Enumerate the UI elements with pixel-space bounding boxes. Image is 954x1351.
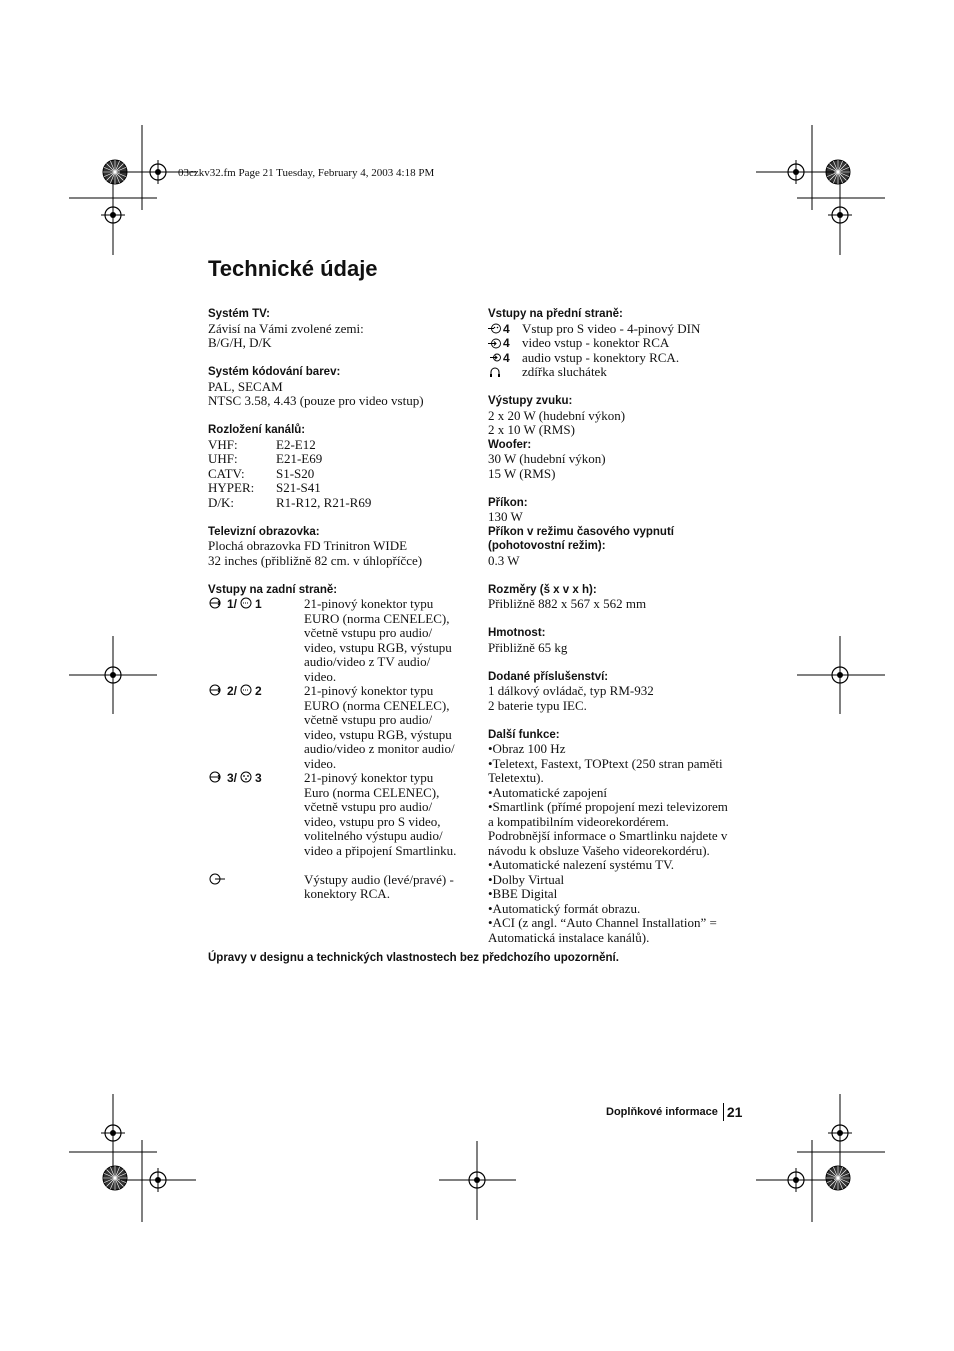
scart-input-icon bbox=[208, 597, 226, 609]
channel-range: R1-R12, R21-R69 bbox=[276, 494, 372, 510]
feature-line: a kompatibilním videorekordérem. bbox=[488, 813, 669, 829]
scart-input-icon bbox=[208, 771, 226, 783]
spec-line: PAL, SECAM bbox=[208, 378, 283, 394]
connector-number: 2/ bbox=[227, 684, 238, 698]
woofer-heading: Woofer: bbox=[488, 438, 532, 451]
dimensions-heading: Rozměry (š x v x h): bbox=[488, 583, 597, 596]
feature-line: •Automatický formát obrazu. bbox=[488, 900, 641, 916]
footer-section-title: Doplňkové informace bbox=[606, 1106, 718, 1118]
feature-line: Podrobnější informace o Smartlinku najdete v bbox=[488, 828, 728, 843]
scart-input-icon bbox=[208, 684, 226, 696]
tv-system-heading: Systém TV: bbox=[208, 308, 270, 320]
spec-line: 130 W bbox=[488, 509, 523, 524]
weight-heading: Hmotnost: bbox=[488, 627, 546, 639]
channel-range: E21-E69 bbox=[276, 451, 323, 466]
rear-input-1 bbox=[208, 597, 478, 684]
s-video-input-icon bbox=[488, 323, 502, 334]
spec-line: 2 x 10 W (RMS) bbox=[488, 422, 575, 437]
accessories-section bbox=[488, 670, 753, 714]
desc-line: volitelného výstupu audio/ bbox=[304, 828, 443, 843]
page-title: Technické údaje bbox=[208, 256, 378, 281]
front-input-svideo bbox=[488, 322, 753, 337]
channel-range: E2-E12 bbox=[276, 436, 316, 452]
spec-line: Přibližně 65 kg bbox=[488, 639, 568, 655]
channels-heading: Rozložení kanálů: bbox=[208, 424, 306, 436]
channel-band: VHF: bbox=[208, 436, 238, 452]
desc-line: Výstupy audio (levé/pravé) - bbox=[304, 871, 454, 887]
connector-number: 4 bbox=[503, 321, 510, 336]
desc-line: 21-pinový konektor typu bbox=[304, 770, 434, 785]
feature-line: návodu k obsluze Vašeho videorekordéru). bbox=[488, 842, 710, 858]
connector-label bbox=[488, 336, 522, 351]
connector-label bbox=[208, 597, 304, 684]
channel-row bbox=[208, 452, 478, 467]
audio-output-icon bbox=[208, 873, 226, 885]
front-inputs-heading: Vstupy na přední straně: bbox=[488, 308, 623, 320]
connector-label bbox=[488, 351, 522, 366]
connector-description bbox=[304, 771, 474, 858]
connector-number: 4 bbox=[503, 336, 510, 350]
footer-divider bbox=[723, 1103, 724, 1121]
spec-line: Plochá obrazovka FD Trinitron WIDE bbox=[208, 538, 408, 553]
front-input-text: audio vstup - konektory RCA. bbox=[522, 349, 680, 365]
desc-line: EURO (norma CENELEC), bbox=[304, 610, 450, 626]
feature-line: •Teletext, Fastext, TOPtext (250 stran paměti bbox=[488, 755, 723, 771]
spec-line: 0.3 W bbox=[488, 552, 520, 568]
star-mark-bottom-left bbox=[103, 1166, 127, 1190]
connector-description bbox=[304, 684, 474, 771]
feature-line: •Dolby Virtual bbox=[488, 871, 565, 887]
weight-section bbox=[488, 626, 753, 655]
feature-line: Teletextu). bbox=[488, 770, 544, 785]
desc-line: konektory RCA. bbox=[304, 886, 390, 901]
channel-band: UHF: bbox=[208, 451, 238, 466]
connector-label bbox=[488, 365, 522, 380]
connector-label bbox=[208, 873, 304, 902]
desc-line: audio/video z TV audio/ bbox=[304, 654, 431, 669]
accessories-heading: Dodané příslušenství: bbox=[488, 670, 609, 683]
dimensions-section bbox=[488, 583, 753, 612]
spec-line: 1 dálkový ovládač, typ RM-932 bbox=[488, 683, 654, 698]
connector-number: 1 bbox=[255, 597, 262, 611]
tv-system-section bbox=[208, 307, 478, 351]
headphones-icon bbox=[488, 367, 502, 378]
desc-line: 21-pinový konektor typu bbox=[304, 596, 434, 611]
feature-line: •Automatické zapojení bbox=[488, 784, 607, 800]
desc-line: včetně vstupu pro audio/ bbox=[304, 799, 433, 814]
right-column bbox=[488, 307, 753, 945]
features-heading: Další funkce: bbox=[488, 728, 560, 741]
rear-input-3 bbox=[208, 771, 478, 858]
rear-inputs-heading: Vstupy na zadní straně: bbox=[208, 583, 338, 596]
front-input-text: Vstup pro S video - 4-pinový DIN bbox=[522, 320, 701, 336]
video-input-icon bbox=[488, 338, 502, 349]
sound-heading: Výstupy zvuku: bbox=[488, 395, 573, 407]
desc-line: video, vstupu pro S video, bbox=[304, 813, 441, 829]
feature-line: •BBE Digital bbox=[488, 886, 558, 901]
desc-line: video a připojení Smartlinku. bbox=[304, 842, 457, 858]
color-system-section bbox=[208, 365, 478, 409]
connector-label bbox=[208, 684, 304, 771]
connector-description bbox=[304, 597, 474, 684]
desc-line: Euro (norma CELENEC), bbox=[304, 784, 440, 800]
channels-section bbox=[208, 423, 478, 510]
spec-line: 15 W (RMS) bbox=[488, 465, 556, 481]
feature-line: •Automatické nalezení systému TV. bbox=[488, 857, 675, 872]
spec-line: Přibližně 882 x 567 x 562 mm bbox=[488, 596, 647, 611]
standby-heading-cont: (pohotovostní režim): bbox=[488, 540, 606, 552]
channel-row bbox=[208, 467, 478, 482]
connector-number: 1/ bbox=[227, 597, 238, 611]
connector-number: 4 bbox=[503, 350, 510, 365]
color-system-heading: Systém kódování barev: bbox=[208, 366, 341, 378]
desc-line: video, vstupu RGB, výstupu bbox=[304, 726, 452, 742]
desc-line: video. bbox=[304, 755, 337, 771]
front-headphones bbox=[488, 365, 753, 380]
feature-line: •ACI (z angl. “Auto Channel Installation” = bbox=[488, 915, 717, 930]
file-header-stamp: 03czkv32.fm Page 21 Tuesday, February 4, 2003 4:18 PM bbox=[178, 167, 435, 179]
channel-band: CATV: bbox=[208, 465, 245, 481]
desc-line: video, vstupu RGB, výstupu bbox=[304, 639, 452, 655]
standby-heading: Příkon v režimu časového vypnutí bbox=[488, 525, 674, 538]
screen-heading: Televizní obrazovka: bbox=[208, 525, 320, 538]
connector-number: 3 bbox=[255, 771, 262, 785]
front-input-audio bbox=[488, 351, 753, 366]
connector-label bbox=[488, 322, 522, 337]
connector-label bbox=[208, 771, 304, 858]
desc-line: 21-pinový konektor typu bbox=[304, 683, 434, 698]
channel-range: S21-S41 bbox=[276, 480, 321, 495]
channel-row bbox=[208, 496, 478, 511]
connector-description bbox=[304, 873, 474, 902]
features-section bbox=[488, 728, 753, 946]
power-heading: Příkon: bbox=[488, 496, 528, 509]
scart-output-icon bbox=[238, 684, 254, 696]
channel-band: D/K: bbox=[208, 494, 234, 510]
front-input-video bbox=[488, 336, 753, 351]
spec-line: B/G/H, D/K bbox=[208, 335, 272, 350]
front-inputs-section bbox=[488, 307, 753, 380]
star-mark-bottom-right bbox=[826, 1166, 850, 1190]
desc-line: video. bbox=[304, 668, 337, 684]
woofer-section bbox=[488, 438, 753, 482]
connector-number: 2 bbox=[255, 684, 262, 698]
spec-line: NTSC 3.58, 4.43 (pouze pro video vstup) bbox=[208, 393, 424, 408]
desc-line: audio/video z monitor audio/ bbox=[304, 741, 455, 756]
spec-line: Závisí na Vámi zvolené zemi: bbox=[208, 320, 364, 336]
rear-input-2 bbox=[208, 684, 478, 771]
desc-line: včetně vstupu pro audio/ bbox=[304, 625, 433, 640]
front-input-text: video vstup - konektor RCA bbox=[522, 335, 670, 350]
desc-line: včetně vstupu pro audio/ bbox=[304, 712, 433, 727]
sound-section bbox=[488, 394, 753, 438]
spec-line: 2 x 20 W (hudební výkon) bbox=[488, 407, 626, 423]
channel-row bbox=[208, 438, 478, 453]
spec-line: 2 baterie typu IEC. bbox=[488, 697, 587, 713]
s-video-scart-icon bbox=[238, 771, 254, 783]
page-footer bbox=[606, 1103, 742, 1121]
feature-line: •Obraz 100 Hz bbox=[488, 741, 566, 756]
rear-inputs-section bbox=[208, 583, 478, 902]
spec-line: 32 inches (přibližně 82 cm. v úhlopříčce) bbox=[208, 552, 423, 568]
channel-range: S1-S20 bbox=[276, 465, 315, 481]
connector-number: 3/ bbox=[227, 771, 238, 785]
standby-section bbox=[488, 525, 753, 569]
design-change-notice: Úpravy v designu a technických vlastnostech bez předchozího upozornění. bbox=[208, 952, 619, 964]
feature-line: •Smartlink (přímé propojení mezi televizorem bbox=[488, 799, 728, 814]
screen-section bbox=[208, 525, 478, 569]
channel-row bbox=[208, 481, 478, 496]
scart-output-icon bbox=[238, 597, 254, 609]
audio-input-icon bbox=[488, 352, 502, 363]
spec-line: 30 W (hudební výkon) bbox=[488, 451, 606, 466]
left-column bbox=[208, 307, 478, 902]
rear-audio-output bbox=[208, 873, 478, 902]
desc-line: EURO (norma CENELEC), bbox=[304, 697, 450, 713]
page-number: 21 bbox=[726, 1104, 743, 1120]
feature-line: Automatická instalace kanálů). bbox=[488, 929, 650, 945]
front-input-text: zdířka sluchátek bbox=[522, 364, 607, 379]
power-section bbox=[488, 496, 753, 525]
channel-band: HYPER: bbox=[208, 480, 255, 495]
